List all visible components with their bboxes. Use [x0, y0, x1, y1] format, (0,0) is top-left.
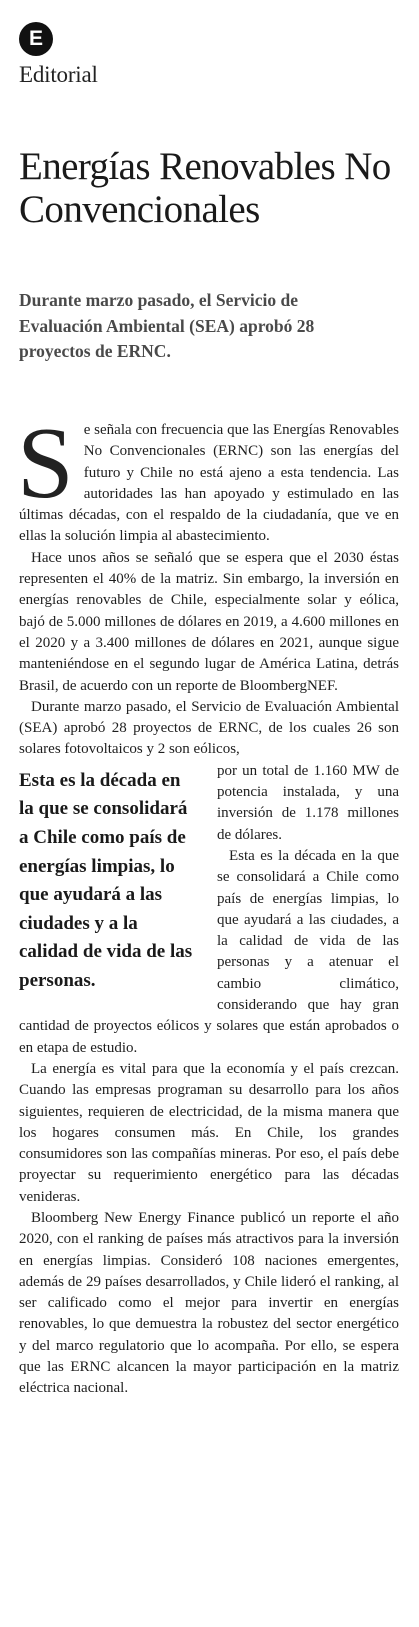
- paragraph-1-text: e señala con frecuencia que las Energías Renovables No Convencionales (ERNC) son las energías del futuro y Chile no está ajeno a esta tendencia. Las autoridades las han apoyado y estimulado en las últimas décadas, con el respaldo de la ciudadanía, que ve en ellas la solución limpia al abastecimiento.: [19, 422, 399, 545]
- article-headline: Energías Renovables No Convencionales: [19, 145, 391, 231]
- pull-quote: Esta es la década en la que se consolidará a Chile como país de energías limpias, lo que ayudará a las ciudades y a la calidad de vida de las personas.: [19, 769, 193, 991]
- paragraph-3: Durante marzo pasado, el Servicio de Evaluación Ambiental (SEA) aprobó 28 proyectos de ERNC, de los cuales 26 son solares fotovoltaicos y 2 son eólicos,: [19, 698, 399, 758]
- paragraph-2: Hace unos años se señaló que se espera que el 2030 éstas representen el 40% de la matriz. Sin embargo, la inversión en energías renovables de Chile, especialmente solar y eólica, bajó de 5.000 millones de dólares en 2019, a 4.600 millones en el 2020 y a 3.400 millones de dólares en 2021, aunque sigue manteniéndose en el segundo lugar de América Latina, detrás Brasil, de acuerdo con un reporte de BloombergNEF.: [19, 549, 399, 694]
- section-label: Editorial: [19, 62, 98, 87]
- publication-logo: E: [19, 22, 53, 56]
- paragraph-6: Bloomberg New Energy Finance publicó un reporte el año 2020, con el ranking de países más atractivos para la inversión en energías limpias. Consideró 108 naciones emergentes, además de 29 países desarrollados, y Chile lideró el ranking, al ser calificado como el mejor para invertir en energías renovables, lo que demuestra la robustez del sector energético y del marco regulatorio que lo acompaña. Por ello, se espera que las ERNC alcancen la mayor participación en la matriz eléctrica nacional.: [19, 1209, 399, 1397]
- paragraph-1: [17, 407, 399, 548]
- paragraph-5: La energía es vital para que la economía y el país crezcan. Cuando las empresas programan su desarrollo para los años siguientes, requieren de electricidad, de la misma manera que los hogares consumen más. En Chile, los grandes consumidores son las compañías mineras. Por eso, el país debe proyectar su requerimiento energético para las décadas venideras.: [19, 1060, 399, 1205]
- paragraph-4: Esta es la década en la que se consolidará a Chile como país de energías limpias, lo que ayudará a las ciudades, a la calidad de vida de las personas y a atenuar el cambio climático, considerando que hay gran cantidad de proyectos eólicos y solares que están aprobados o en etapa de estudio.: [19, 847, 399, 1056]
- drop-cap: S: [17, 407, 74, 520]
- paragraph-3-tail: por un total de 1.160 MW de potencia instalada, y una inversión de 1.178 millones de dólares.: [217, 762, 399, 843]
- article-body: [17, 407, 399, 1400]
- article-lead: Durante marzo pasado, el Servicio de Evaluación Ambiental (SEA) aprobó 28 proyectos de ERNC.: [19, 290, 315, 361]
